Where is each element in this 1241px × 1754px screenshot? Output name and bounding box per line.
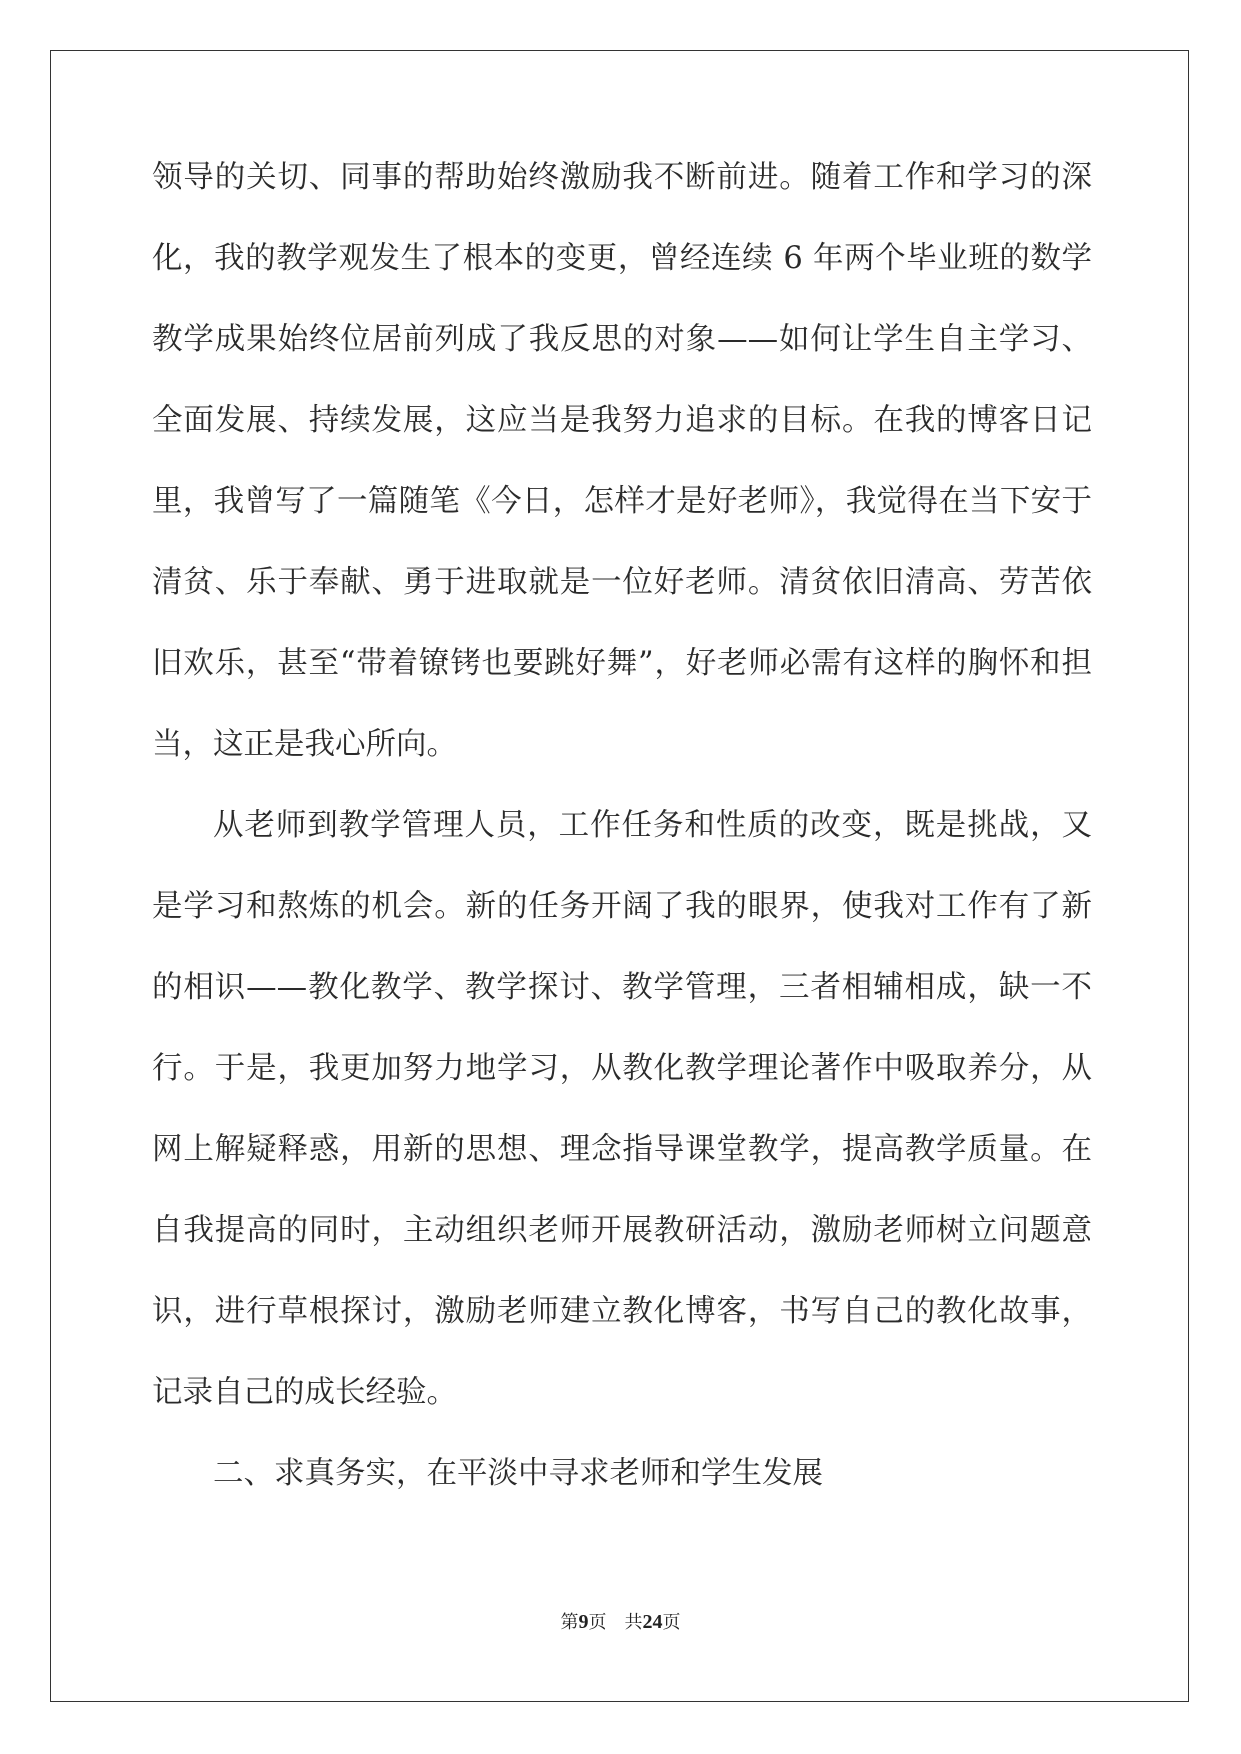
text-line: 旧欢乐，甚至“带着镣铐也要跳好舞”，好老师必需有这样的胸怀和担	[152, 646, 1092, 681]
text-line: 是学习和熬炼的机会。新的任务开阔了我的眼界，使我对工作有了新	[152, 889, 1092, 924]
paragraph-2	[152, 808, 1092, 1456]
text-line: 领导的关切、同事的帮助始终激励我不断前进。随着工作和学习的深	[152, 160, 1092, 195]
text-line: 化，我的教学观发生了根本的变更，曾经连续 6 年两个毕业班的数学	[152, 241, 1092, 276]
text-line: 里，我曾写了一篇随笔《今日，怎样才是好老师》，我觉得在当下安于	[152, 484, 1092, 519]
heading-text: 二、求真务实，在平淡中寻求老师和学生发展	[213, 1456, 823, 1491]
text-line: 全面发展、持续发展，这应当是我努力追求的目标。在我的博客日记	[152, 403, 1092, 438]
text-line: 行。于是，我更加努力地学习，从教化教学理论著作中吸取养分，从	[152, 1051, 1092, 1086]
text-line: 清贫、乐于奉献、勇于进取就是一位好老师。清贫依旧清高、劳苦依	[152, 565, 1092, 600]
text-line: 记录自己的成长经验。	[152, 1375, 457, 1410]
section-heading	[152, 1456, 1092, 1537]
text-line: 当，这正是我心所向。	[152, 727, 457, 762]
text-line: 网上解疑释惑，用新的思想、理念指导课堂教学，提高教学质量。在	[152, 1132, 1092, 1167]
text-line: 教学成果始终位居前列成了我反思的对象——如何让学生自主学习、	[152, 322, 1092, 357]
page-prefix: 第	[560, 1612, 579, 1633]
text-line: 从老师到教学管理人员，工作任务和性质的改变，既是挑战，又	[213, 808, 1092, 843]
page-number: 9	[578, 1611, 589, 1633]
page-footer	[0, 1608, 1241, 1634]
total-pages: 24	[642, 1611, 663, 1633]
text-line: 的相识——教化教学、教学探讨、教学管理，三者相辅相成，缺一不	[152, 970, 1092, 1005]
document-body	[152, 160, 1092, 1537]
text-line: 识，进行草根探讨，激励老师建立教化博客，书写自己的教化故事，	[152, 1294, 1092, 1329]
text-line: 自我提高的同时，主动组织老师开展教研活动，激励老师树立问题意	[152, 1213, 1092, 1248]
total-suffix: 页	[662, 1612, 681, 1633]
total-prefix: 共	[624, 1612, 643, 1633]
paragraph-1	[152, 160, 1092, 808]
page-suffix: 页	[588, 1612, 607, 1633]
